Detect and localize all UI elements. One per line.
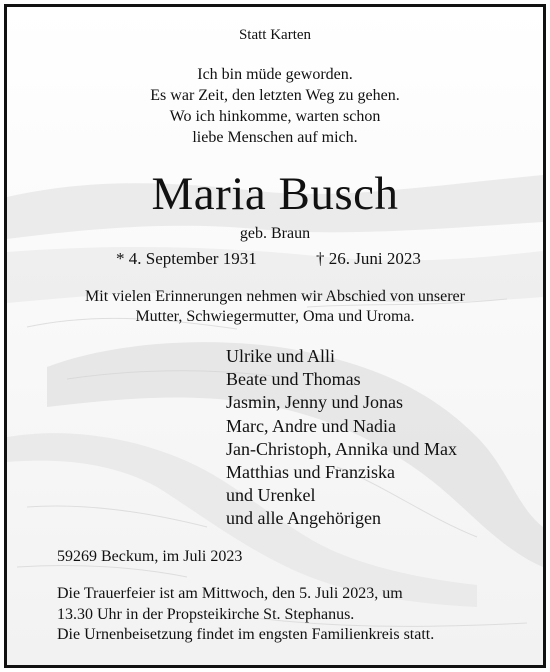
place-and-date: 59269 Beckum, im Juli 2023 <box>57 548 243 565</box>
poem <box>7 64 543 148</box>
family-entry: Marc, Andre und Nadia <box>226 415 396 436</box>
intro-line: Mutter, Schwiegermutter, Oma und Uroma. <box>135 308 415 325</box>
intro-line: Mit vielen Erinnerungen nehmen wir Abschied von unserer <box>85 288 465 305</box>
family-entry: Jan-Christoph, Annika und Max <box>226 438 457 459</box>
family-entry: und Urenkel <box>226 485 316 506</box>
maiden-name: geb. Braun <box>239 225 311 242</box>
poem-line: liebe Menschen auf mich. <box>192 129 358 146</box>
family-entry: und alle Angehörigen <box>226 508 381 529</box>
note-line: Die Urnenbeisetzung findet im engsten Familienkreis statt. <box>57 626 435 643</box>
poem-line: Wo ich hinkomme, warten schon <box>169 108 381 125</box>
note-line: Die Trauerfeier ist am Mittwoch, den 5. Juli 2023, um <box>57 585 403 602</box>
obituary-card <box>4 4 546 668</box>
family-list <box>226 345 457 531</box>
poem-line: Es war Zeit, den letzten Weg zu gehen. <box>150 87 400 104</box>
family-entry: Beate und Thomas <box>226 369 361 390</box>
deceased-name: Maria Busch <box>151 168 399 220</box>
poem-line: Ich bin müde geworden. <box>197 66 353 83</box>
note-line: 13.30 Uhr in der Propsteikirche St. Stephanus. <box>57 605 355 623</box>
family-entry: Ulrike und Alli <box>226 346 335 366</box>
farewell-intro <box>7 287 543 327</box>
funeral-notes <box>57 584 434 646</box>
statt-karten-label: Statt Karten <box>238 27 312 43</box>
family-entry: Jasmin, Jenny und Jonas <box>226 392 403 413</box>
family-entry: Matthias und Franziska <box>226 462 395 483</box>
obituary-content <box>7 7 543 665</box>
death-date: † 26. Juni 2023 <box>316 249 421 268</box>
birth-date: * 4. September 1931 <box>116 249 257 268</box>
